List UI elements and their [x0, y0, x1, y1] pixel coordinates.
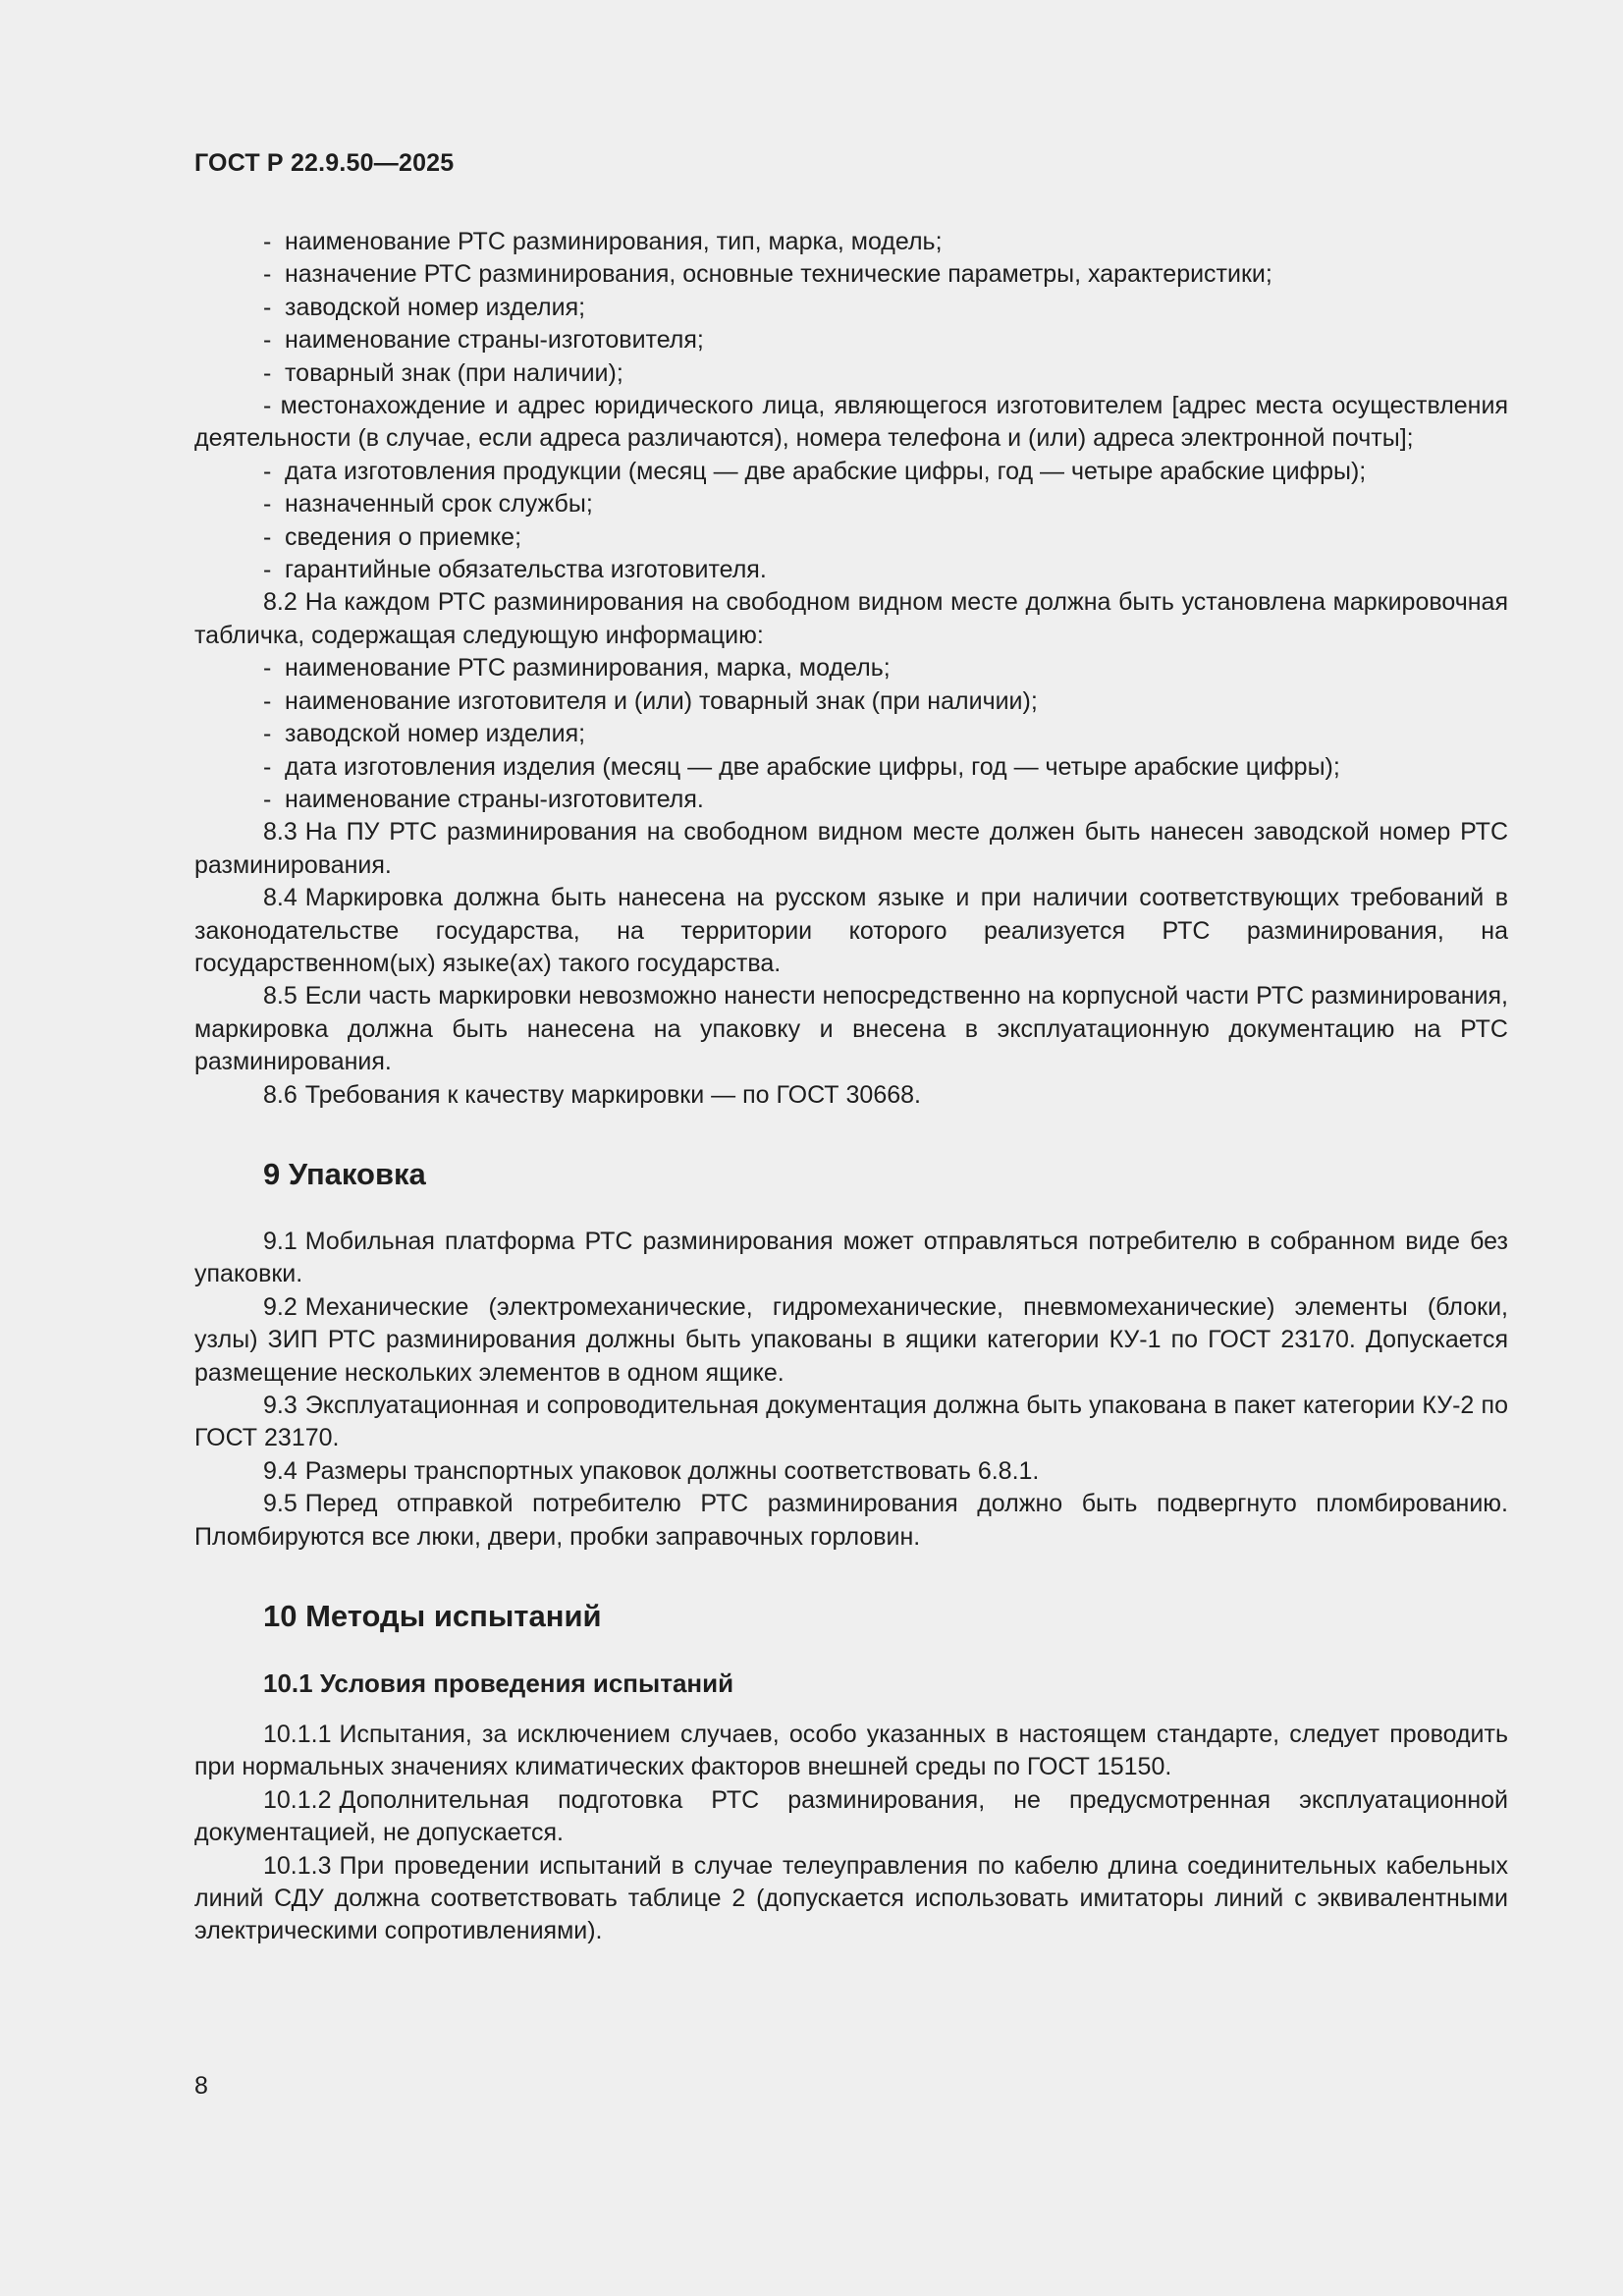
paragraph-8-5: 8.5 Если часть маркировки невозможно нанести непосредственно на корпусной части РТС разминирования, маркировка должна быть нанесена на упаковку и внесена в эксплуатационную документацию на РТС разминирования. [194, 982, 1508, 1076]
list-item: - назначение РТС разминирования, основные технические параметры, характеристики; [263, 260, 1272, 289]
paragraph-10-1-1: 10.1.1 Испытания, за исключением случаев, особо указанных в настоящем стандарте, следует проводить при нормальных значениях климатических факторов внешней среды по ГОСТ 15150. [194, 1721, 1508, 1781]
list-item: - заводской номер изделия; [263, 720, 586, 748]
list-plate-info [194, 652, 1508, 816]
list-item: - гарантийные обязательства изготовителя. [263, 556, 767, 584]
list-item: - дата изготовления продукции (месяц — две арабские цифры, год — четыре арабские цифры); [263, 457, 1367, 485]
list-item: - наименование изготовителя и (или) товарный знак (при наличии); [263, 686, 1038, 715]
list-item: - товарный знак (при наличии); [263, 358, 623, 387]
paragraph-8-3: 8.3 На ПУ РТС разминирования на свободном видном месте должен быть нанесен заводской номер РТС разминирования. [194, 818, 1508, 879]
paragraph-9-1: 9.1 Мобильная платформа РТС разминирования может отправляться потребителю в собранном виде без упаковки. [194, 1227, 1508, 1288]
paragraph-9-5: 9.5 Перед отправкой потребителю РТС разминирования должно быть подвергнуто пломбированию. Пломбируются все люки, двери, пробки заправочных горловин. [194, 1490, 1508, 1551]
document-body [194, 226, 1508, 1948]
list-item: - заводской номер изделия; [263, 293, 586, 321]
section-heading-10: 10 Методы испытаний [263, 1599, 602, 1634]
list-item: - дата изготовления изделия (месяц — две арабские цифры, год — четыре арабские цифры); [263, 752, 1340, 781]
section-heading-9: 9 Упаковка [263, 1156, 426, 1191]
paragraph-9-3: 9.3 Эксплуатационная и сопроводительная документация должна быть упакована в пакет категории КУ-2 по ГОСТ 23170. [194, 1392, 1508, 1452]
subsection-heading-10-1: 10.1 Условия проведения испытаний [263, 1668, 734, 1699]
document-header: ГОСТ Р 22.9.50—2025 [194, 149, 455, 177]
paragraph-9-4: 9.4 Размеры транспортных упаковок должны соответствовать 6.8.1. [263, 1456, 1040, 1485]
list-item: - наименование страны-изготовителя; [263, 326, 704, 355]
page-number: 8 [194, 2072, 208, 2100]
paragraph-8-2: 8.2 На каждом РТС разминирования на свободном видном месте должна быть установлена маркировочная табличка, содержащая следующую информацию: [194, 588, 1508, 649]
paragraph-8-4: 8.4 Маркировка должна быть нанесена на русском языке и при наличии соответствующих требований в законодательстве государства, на территории которого реализуется РТС разминирования, на государственном(ых) языке(ах) такого государства. [194, 884, 1508, 977]
list-item: - сведения о приемке; [263, 522, 522, 551]
paragraph-9-2: 9.2 Механические (электромеханические, гидромеханические, пневмомеханические) элементы (блоки, узлы) ЗИП РТС разминирования должны быть упакованы в ящики категории КУ-1 по ГОСТ 23170. Допускается размещение нескольких элементов в одном ящике. [194, 1292, 1508, 1387]
list-item: - наименование страны-изготовителя. [263, 785, 704, 813]
list-item: - назначенный срок службы; [263, 490, 593, 519]
paragraph-10-1-3: 10.1.3 При проведении испытаний в случае телеуправления по кабелю длина соединительных кабельных линий СДУ должна соответствовать таблице 2 (допускается использовать имитаторы линий с эквивалентными электрическими сопротивлениями). [194, 1851, 1508, 1945]
list-item: - наименование РТС разминирования, марка, модель; [263, 654, 891, 683]
paragraph-8-6: 8.6 Требования к качеству маркировки — по ГОСТ 30668. [263, 1080, 921, 1109]
list-product-info [194, 226, 1508, 586]
paragraph-10-1-2: 10.1.2 Дополнительная подготовка РТС разминирования, не предусмотренная эксплуатационной документацией, не допускается. [194, 1785, 1508, 1847]
list-item: - наименование РТС разминирования, тип, марка, модель; [263, 228, 943, 255]
list-item: - местонахождение и адрес юридического лица, являющегося изготовителем [адрес места осуществления деятельности (в случае, если адреса различаются), номера телефона и (или) адреса электронной почты]; [194, 392, 1508, 453]
